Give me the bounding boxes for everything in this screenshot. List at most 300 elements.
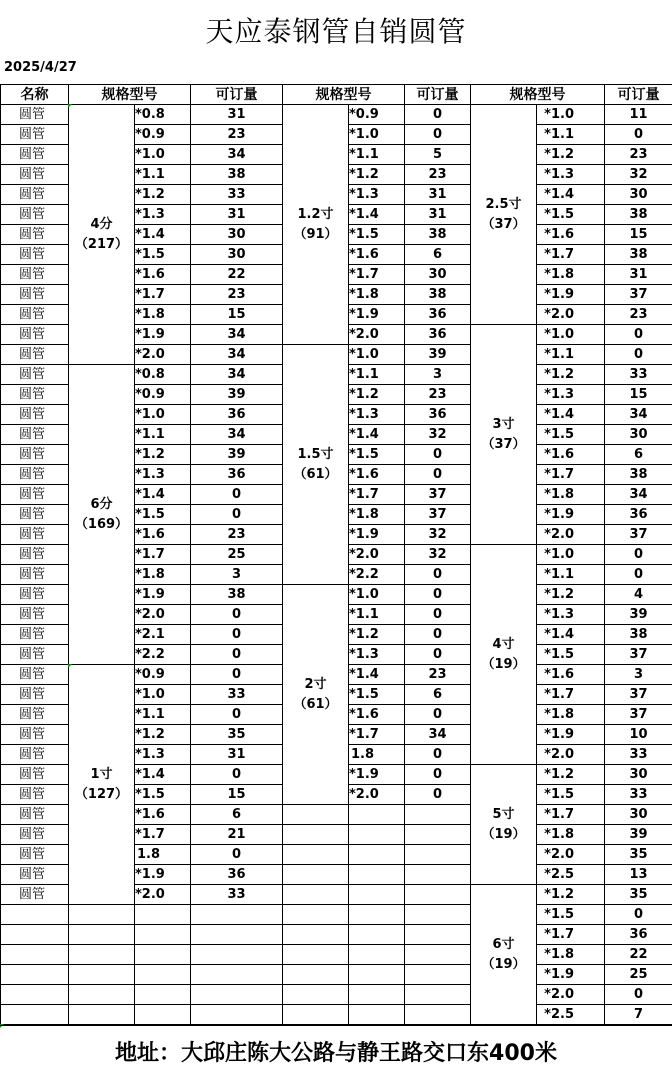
spec-cell: *1.9 bbox=[537, 505, 605, 525]
quantity-cell: 35 bbox=[605, 845, 672, 865]
quantity-cell: 30 bbox=[605, 765, 672, 785]
quantity-cell: 0 bbox=[191, 665, 283, 685]
quantity-cell: 37 bbox=[605, 705, 672, 725]
quantity-cell: 30 bbox=[191, 245, 283, 265]
quantity-cell: 0 bbox=[405, 605, 471, 625]
size-group-label: 1寸 bbox=[90, 766, 113, 782]
size-group-cell bbox=[69, 365, 135, 665]
spec-cell: *1.3 bbox=[349, 645, 405, 665]
quantity-cell: 31 bbox=[405, 205, 471, 225]
quantity-cell: 5 bbox=[405, 145, 471, 165]
empty-cell bbox=[283, 945, 349, 965]
empty-cell bbox=[349, 885, 405, 905]
quantity-cell: 34 bbox=[191, 325, 283, 345]
quantity-cell: 0 bbox=[191, 845, 283, 865]
spec-cell: *1.5 bbox=[537, 905, 605, 925]
spec-cell: *1.7 bbox=[349, 725, 405, 745]
product-name-cell: 圆管 bbox=[1, 205, 69, 225]
empty-cell bbox=[405, 965, 471, 985]
quantity-cell: 25 bbox=[191, 545, 283, 565]
spec-cell: *1.5 bbox=[537, 425, 605, 445]
table-row bbox=[1, 1005, 672, 1025]
empty-cell bbox=[349, 825, 405, 845]
spec-cell: *1.0 bbox=[349, 345, 405, 365]
product-name-cell: 圆管 bbox=[1, 725, 69, 745]
size-group-total: （169） bbox=[74, 516, 129, 532]
quantity-cell: 34 bbox=[191, 145, 283, 165]
quantity-cell: 0 bbox=[405, 585, 471, 605]
table-row bbox=[1, 925, 672, 945]
spec-cell: *2.0 bbox=[135, 885, 191, 905]
spec-cell: *1.2 bbox=[537, 145, 605, 165]
spec-cell: *2.5 bbox=[537, 1005, 605, 1025]
spec-cell: *1.8 bbox=[537, 705, 605, 725]
spec-cell: *1.4 bbox=[135, 225, 191, 245]
empty-cell bbox=[69, 905, 135, 925]
product-name-cell: 圆管 bbox=[1, 325, 69, 345]
empty-cell bbox=[405, 905, 471, 925]
empty-cell bbox=[69, 925, 135, 945]
spec-cell: *1.3 bbox=[537, 385, 605, 405]
size-group-total: （91） bbox=[293, 226, 338, 242]
product-name-cell: 圆管 bbox=[1, 185, 69, 205]
size-group-label: 1.2寸 bbox=[297, 206, 334, 222]
spec-cell: *1.3 bbox=[135, 465, 191, 485]
empty-cell bbox=[69, 985, 135, 1005]
quantity-cell: 37 bbox=[605, 645, 672, 665]
spec-cell: *1.5 bbox=[349, 685, 405, 705]
quantity-cell: 13 bbox=[605, 865, 672, 885]
quantity-cell: 30 bbox=[605, 185, 672, 205]
spec-cell: *1.9 bbox=[349, 765, 405, 785]
size-group-total: （127） bbox=[74, 786, 129, 802]
spec-cell: *1.6 bbox=[349, 465, 405, 485]
quantity-cell: 38 bbox=[191, 165, 283, 185]
spec-cell: *1.6 bbox=[537, 225, 605, 245]
product-name-cell: 圆管 bbox=[1, 285, 69, 305]
empty-cell bbox=[349, 1005, 405, 1025]
quantity-cell: 38 bbox=[405, 225, 471, 245]
spec-cell: *1.0 bbox=[349, 125, 405, 145]
empty-cell bbox=[349, 985, 405, 1005]
spec-cell: *1.7 bbox=[349, 265, 405, 285]
spec-cell: *0.9 bbox=[135, 665, 191, 685]
quantity-cell: 38 bbox=[191, 585, 283, 605]
empty-cell bbox=[349, 905, 405, 925]
quantity-cell: 0 bbox=[191, 645, 283, 665]
spec-cell: *1.7 bbox=[537, 245, 605, 265]
size-group-label: 3寸 bbox=[492, 416, 515, 432]
product-name-cell: 圆管 bbox=[1, 245, 69, 265]
spec-cell: *1.8 bbox=[537, 265, 605, 285]
spec-cell: *2.1 bbox=[135, 625, 191, 645]
spec-cell: *1.1 bbox=[135, 165, 191, 185]
empty-cell bbox=[405, 825, 471, 845]
empty-cell bbox=[135, 1005, 191, 1025]
quantity-cell: 23 bbox=[191, 525, 283, 545]
quantity-cell: 22 bbox=[191, 265, 283, 285]
quantity-cell: 38 bbox=[605, 625, 672, 645]
spec-cell: *1.3 bbox=[135, 745, 191, 765]
spec-cell: *1.2 bbox=[135, 185, 191, 205]
quantity-cell: 6 bbox=[191, 805, 283, 825]
quantity-cell: 34 bbox=[605, 485, 672, 505]
spec-cell: *1.7 bbox=[537, 805, 605, 825]
product-name-cell: 圆管 bbox=[1, 565, 69, 585]
spec-cell: *1.3 bbox=[537, 605, 605, 625]
spec-cell: *0.9 bbox=[349, 105, 405, 125]
size-group-label: 6寸 bbox=[492, 936, 515, 952]
spec-cell: *1.6 bbox=[537, 445, 605, 465]
spec-cell: *1.6 bbox=[349, 245, 405, 265]
quantity-cell: 0 bbox=[405, 745, 471, 765]
spec-cell: *1.4 bbox=[349, 665, 405, 685]
quantity-cell: 0 bbox=[605, 545, 672, 565]
quantity-cell: 15 bbox=[605, 225, 672, 245]
quantity-cell: 39 bbox=[191, 445, 283, 465]
product-name-cell: 圆管 bbox=[1, 265, 69, 285]
quantity-cell: 39 bbox=[191, 385, 283, 405]
spec-cell: *2.2 bbox=[135, 645, 191, 665]
column-header: 规格型号 bbox=[283, 85, 405, 105]
spec-cell: *1.4 bbox=[537, 185, 605, 205]
empty-cell bbox=[135, 925, 191, 945]
size-group-total: （37） bbox=[481, 216, 526, 232]
spec-cell: *1.0 bbox=[135, 405, 191, 425]
spec-cell: *1.9 bbox=[537, 965, 605, 985]
size-group-cell bbox=[69, 105, 135, 365]
spec-cell: *2.2 bbox=[349, 565, 405, 585]
table-row bbox=[1, 945, 672, 965]
quantity-cell: 37 bbox=[405, 485, 471, 505]
spec-cell: *1.7 bbox=[537, 685, 605, 705]
spec-cell: *1.2 bbox=[349, 385, 405, 405]
size-group-cell bbox=[471, 765, 537, 885]
product-name-cell: 圆管 bbox=[1, 505, 69, 525]
size-group-total: （61） bbox=[293, 696, 338, 712]
quantity-cell: 0 bbox=[405, 465, 471, 485]
product-name-cell: 圆管 bbox=[1, 465, 69, 485]
quantity-cell: 33 bbox=[605, 785, 672, 805]
spec-cell: *1.0 bbox=[537, 545, 605, 565]
quantity-cell: 0 bbox=[191, 625, 283, 645]
spec-cell: *2.0 bbox=[537, 305, 605, 325]
quantity-cell: 38 bbox=[605, 205, 672, 225]
spec-cell: *2.0 bbox=[349, 325, 405, 345]
spec-cell: *1.5 bbox=[135, 785, 191, 805]
spec-cell: *1.5 bbox=[349, 445, 405, 465]
spec-cell: *1.0 bbox=[537, 105, 605, 125]
product-name-cell: 圆管 bbox=[1, 145, 69, 165]
quantity-cell: 36 bbox=[191, 465, 283, 485]
product-name-cell: 圆管 bbox=[1, 305, 69, 325]
quantity-cell: 7 bbox=[605, 1005, 672, 1025]
empty-cell bbox=[283, 805, 349, 825]
quantity-cell: 0 bbox=[405, 565, 471, 585]
product-name-cell bbox=[1, 985, 69, 1005]
product-name-cell: 圆管 bbox=[1, 625, 69, 645]
quantity-cell: 11 bbox=[605, 105, 672, 125]
product-name-cell bbox=[1, 965, 69, 985]
empty-cell bbox=[405, 925, 471, 945]
product-name-cell: 圆管 bbox=[1, 425, 69, 445]
size-group-cell bbox=[471, 105, 537, 325]
spec-cell: *2.0 bbox=[349, 545, 405, 565]
product-name-cell: 圆管 bbox=[1, 125, 69, 145]
empty-cell bbox=[283, 925, 349, 945]
spec-cell: *1.6 bbox=[537, 665, 605, 685]
spec-cell: *0.9 bbox=[135, 385, 191, 405]
empty-cell bbox=[135, 965, 191, 985]
quantity-cell: 4 bbox=[605, 585, 672, 605]
quantity-cell: 37 bbox=[605, 285, 672, 305]
spec-cell: *1.2 bbox=[537, 765, 605, 785]
quantity-cell: 23 bbox=[405, 665, 471, 685]
size-group-label: 5寸 bbox=[492, 806, 515, 822]
spec-cell: *2.0 bbox=[537, 845, 605, 865]
empty-cell bbox=[405, 865, 471, 885]
quantity-cell: 0 bbox=[405, 785, 471, 805]
empty-cell bbox=[135, 985, 191, 1005]
spec-cell: *1.1 bbox=[135, 425, 191, 445]
spec-cell: *2.5 bbox=[537, 865, 605, 885]
header-row bbox=[1, 85, 672, 105]
spec-cell: *1.4 bbox=[537, 625, 605, 645]
spec-cell: *1.7 bbox=[135, 825, 191, 845]
quantity-cell: 31 bbox=[605, 265, 672, 285]
address-text: 地址：大邱庄陈大公路与静王路交口东400米 bbox=[115, 1041, 557, 1066]
empty-cell bbox=[405, 805, 471, 825]
quantity-cell: 34 bbox=[191, 345, 283, 365]
spec-cell: *1.9 bbox=[135, 585, 191, 605]
quantity-cell: 34 bbox=[605, 405, 672, 425]
quantity-cell: 0 bbox=[191, 605, 283, 625]
product-name-cell: 圆管 bbox=[1, 585, 69, 605]
product-name-cell: 圆管 bbox=[1, 345, 69, 365]
quantity-cell: 33 bbox=[191, 885, 283, 905]
spec-cell: *1.6 bbox=[135, 805, 191, 825]
size-group-label: 4寸 bbox=[492, 636, 515, 652]
spec-cell: *1.5 bbox=[537, 645, 605, 665]
quantity-cell: 0 bbox=[405, 645, 471, 665]
empty-cell bbox=[349, 865, 405, 885]
quantity-cell: 6 bbox=[405, 685, 471, 705]
quantity-cell: 0 bbox=[605, 325, 672, 345]
product-name-cell: 圆管 bbox=[1, 865, 69, 885]
spec-cell: *1.3 bbox=[349, 405, 405, 425]
size-group-cell bbox=[471, 885, 537, 1025]
quantity-cell: 37 bbox=[605, 685, 672, 705]
quantity-cell: 30 bbox=[605, 425, 672, 445]
product-name-cell: 圆管 bbox=[1, 225, 69, 245]
quantity-cell: 33 bbox=[191, 185, 283, 205]
quantity-cell: 39 bbox=[605, 825, 672, 845]
spec-cell: *1.9 bbox=[135, 325, 191, 345]
quantity-cell: 6 bbox=[605, 445, 672, 465]
quantity-cell: 15 bbox=[191, 305, 283, 325]
empty-cell bbox=[349, 945, 405, 965]
spec-cell: *1.0 bbox=[135, 145, 191, 165]
quantity-cell: 30 bbox=[405, 265, 471, 285]
spec-cell: *1.2 bbox=[349, 625, 405, 645]
empty-cell bbox=[135, 905, 191, 925]
spec-cell: *1.7 bbox=[135, 285, 191, 305]
column-header: 规格型号 bbox=[471, 85, 605, 105]
spec-cell: *1.3 bbox=[537, 165, 605, 185]
spec-cell: *1.8 bbox=[349, 505, 405, 525]
spec-cell: *2.0 bbox=[135, 605, 191, 625]
quantity-cell: 15 bbox=[605, 385, 672, 405]
spec-cell: *1.6 bbox=[135, 525, 191, 545]
empty-cell bbox=[283, 885, 349, 905]
spec-cell: *1.5 bbox=[135, 245, 191, 265]
quantity-cell: 31 bbox=[191, 745, 283, 765]
empty-cell bbox=[283, 825, 349, 845]
quantity-cell: 0 bbox=[191, 765, 283, 785]
empty-cell bbox=[405, 845, 471, 865]
quantity-cell: 23 bbox=[605, 305, 672, 325]
empty-cell bbox=[283, 985, 349, 1005]
size-group-label: 2寸 bbox=[304, 676, 327, 692]
empty-cell bbox=[191, 985, 283, 1005]
empty-cell bbox=[191, 945, 283, 965]
product-name-cell bbox=[1, 905, 69, 925]
spec-cell: *1.2 bbox=[537, 365, 605, 385]
cell-marker-icon bbox=[68, 104, 72, 108]
size-group-label: 2.5寸 bbox=[485, 196, 522, 212]
quantity-cell: 30 bbox=[605, 805, 672, 825]
spec-cell: *1.6 bbox=[349, 705, 405, 725]
product-name-cell: 圆管 bbox=[1, 165, 69, 185]
spec-cell: *1.7 bbox=[537, 925, 605, 945]
quantity-cell: 36 bbox=[405, 305, 471, 325]
quantity-cell: 0 bbox=[605, 125, 672, 145]
quantity-cell: 6 bbox=[405, 245, 471, 265]
product-name-cell: 圆管 bbox=[1, 825, 69, 845]
spec-cell: *1.1 bbox=[537, 345, 605, 365]
quantity-cell: 23 bbox=[605, 145, 672, 165]
spec-cell: *1.1 bbox=[349, 365, 405, 385]
size-group-cell bbox=[471, 325, 537, 545]
spec-cell: *1.2 bbox=[537, 885, 605, 905]
product-name-cell: 圆管 bbox=[1, 405, 69, 425]
quantity-cell: 31 bbox=[405, 185, 471, 205]
product-name-cell: 圆管 bbox=[1, 805, 69, 825]
spec-cell: *1.7 bbox=[135, 545, 191, 565]
product-name-cell: 圆管 bbox=[1, 525, 69, 545]
quantity-cell: 34 bbox=[405, 725, 471, 745]
spec-cell: *1.7 bbox=[349, 485, 405, 505]
quantity-cell: 0 bbox=[191, 485, 283, 505]
spec-cell: *1.4 bbox=[349, 425, 405, 445]
quantity-cell: 23 bbox=[191, 125, 283, 145]
quantity-cell: 38 bbox=[605, 465, 672, 485]
quantity-cell: 25 bbox=[605, 965, 672, 985]
size-group-total: （217） bbox=[74, 236, 129, 252]
quantity-cell: 35 bbox=[191, 725, 283, 745]
empty-cell bbox=[283, 965, 349, 985]
spec-cell: *1.2 bbox=[537, 585, 605, 605]
size-group-total: （61） bbox=[293, 466, 338, 482]
spec-cell: *1.4 bbox=[135, 765, 191, 785]
empty-cell bbox=[191, 965, 283, 985]
quantity-cell: 0 bbox=[605, 985, 672, 1005]
empty-cell bbox=[349, 965, 405, 985]
table-row bbox=[1, 905, 672, 925]
empty-cell bbox=[349, 805, 405, 825]
page-title: 天应泰钢管自销圆管 bbox=[205, 15, 467, 48]
quantity-cell: 0 bbox=[405, 105, 471, 125]
spec-cell: *1.7 bbox=[537, 465, 605, 485]
product-name-cell bbox=[1, 925, 69, 945]
empty-cell bbox=[69, 1005, 135, 1025]
spec-cell: *1.8 bbox=[349, 285, 405, 305]
product-name-cell: 圆管 bbox=[1, 705, 69, 725]
quantity-cell: 39 bbox=[605, 605, 672, 625]
column-header: 可订量 bbox=[405, 85, 471, 105]
spec-cell: *1.1 bbox=[349, 145, 405, 165]
inventory-table bbox=[0, 84, 672, 1025]
product-name-cell: 圆管 bbox=[1, 445, 69, 465]
spec-cell: *1.3 bbox=[349, 185, 405, 205]
product-name-cell: 圆管 bbox=[1, 605, 69, 625]
report-date: 2025/4/27 bbox=[4, 60, 77, 75]
quantity-cell: 32 bbox=[405, 525, 471, 545]
size-group-label: 4分 bbox=[90, 216, 113, 232]
empty-cell bbox=[191, 925, 283, 945]
spec-cell: *2.0 bbox=[537, 745, 605, 765]
quantity-cell: 10 bbox=[605, 725, 672, 745]
quantity-cell: 31 bbox=[191, 105, 283, 125]
quantity-cell: 23 bbox=[405, 385, 471, 405]
spec-cell: *1.9 bbox=[349, 305, 405, 325]
column-header: 可订量 bbox=[191, 85, 283, 105]
spec-cell: *1.8 bbox=[537, 485, 605, 505]
spec-cell: *1.0 bbox=[349, 585, 405, 605]
empty-cell bbox=[191, 1005, 283, 1025]
quantity-cell: 35 bbox=[605, 885, 672, 905]
quantity-cell: 0 bbox=[405, 125, 471, 145]
spec-cell: *1.2 bbox=[135, 725, 191, 745]
quantity-cell: 33 bbox=[605, 745, 672, 765]
spec-cell: *0.9 bbox=[135, 125, 191, 145]
quantity-cell: 38 bbox=[405, 285, 471, 305]
table-row bbox=[1, 985, 672, 1005]
spec-cell: *1.8 bbox=[537, 945, 605, 965]
spec-cell: *1.5 bbox=[135, 505, 191, 525]
spec-cell: *0.8 bbox=[135, 365, 191, 385]
spec-cell: *1.5 bbox=[349, 225, 405, 245]
empty-cell bbox=[69, 965, 135, 985]
quantity-cell: 36 bbox=[605, 505, 672, 525]
product-name-cell: 圆管 bbox=[1, 385, 69, 405]
spec-cell: *1.1 bbox=[349, 605, 405, 625]
empty-cell bbox=[349, 925, 405, 945]
column-header: 可订量 bbox=[605, 85, 672, 105]
quantity-cell: 0 bbox=[605, 345, 672, 365]
spec-cell: *1.9 bbox=[135, 865, 191, 885]
quantity-cell: 36 bbox=[405, 405, 471, 425]
spec-cell: *1.5 bbox=[537, 785, 605, 805]
quantity-cell: 39 bbox=[405, 345, 471, 365]
spec-cell: *0.8 bbox=[135, 105, 191, 125]
product-name-cell: 圆管 bbox=[1, 485, 69, 505]
spec-cell: *1.1 bbox=[537, 565, 605, 585]
empty-cell bbox=[405, 985, 471, 1005]
spec-cell: *1.9 bbox=[349, 525, 405, 545]
empty-cell bbox=[405, 945, 471, 965]
spec-cell: *1.4 bbox=[537, 405, 605, 425]
